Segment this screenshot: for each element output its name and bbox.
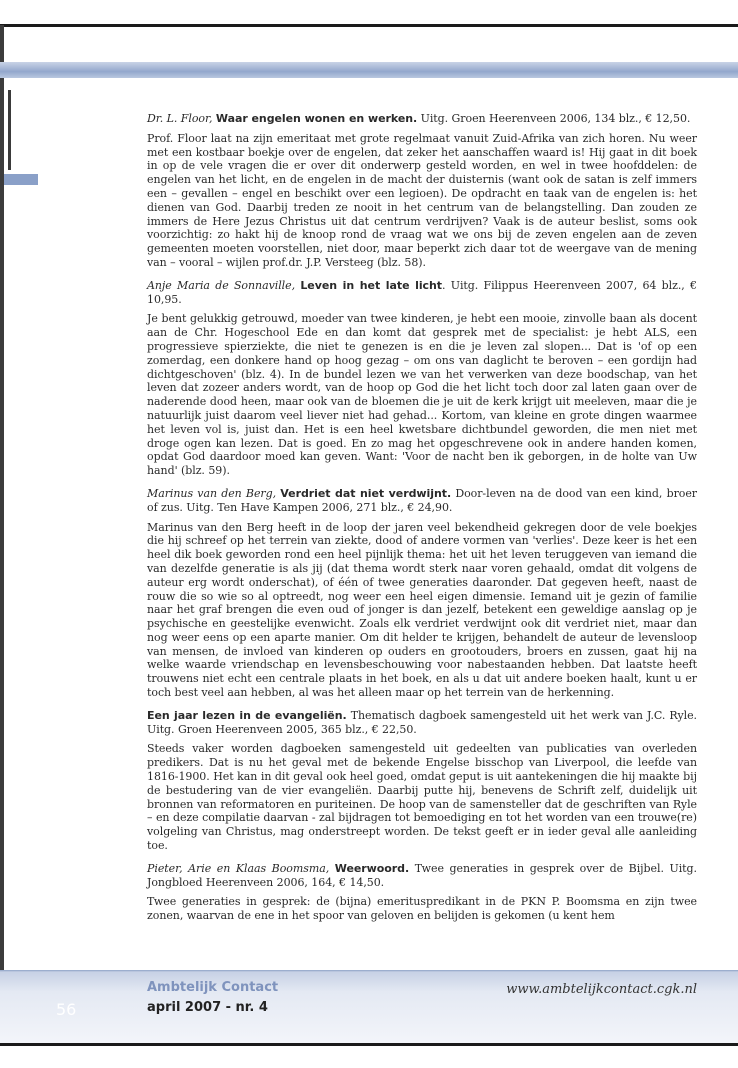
review-body: Je bent gelukkig getrouwd, moeder van twee kinderen, je hebt een mooie, zinvolle baan als docent aan de Chr. Hogeschool Ede en dan komt dat gesprek met de specialist: je hebt ALS, een progressieve spierziekte, die niet te genezen is en die je leven zal slopen... Dat is 'of op een zomerdag, een donkere hand op hoog gezag – om ons van daglicht te beroven – een gordijn had dichtgeschoven' (blz. 4). In de bundel lezen we van het verwerken van deze boodschap, van het leven dat zozeer anders wordt, van de hoop op God die het licht toch door zal laten gaan over de naderende dood heen, maar ook van de bloemen die je uit de kerk krijgt uit meeleven, maar die je natuurlijk juist daarom veel liever niet had gehad... Kortom, van kleine en grote dingen waarmee het leven vol is, juist dan. Het is een heel kwetsbare dichtbundel geworden, die men niet met droge ogen kan lezen. Dat is goed. En zo mag het opgeschrevene ook in andere handen komen, opdat God daardoor moed kan geven. Want: 'Voor de nacht ben ik geborgen, in de holte van Uw hand' (blz. 59). [147,312,697,478]
review-author: Pieter, Arie en Klaas Boomsma, [147,861,330,875]
review-body: Prof. Floor laat na zijn emeritaat met grote regelmaat vanuit Zuid-Afrika van zich horen. Nu weer met een kostbaar boekje over de engelen, dat zeker het aanschaffen waard is! Hij gaat in dit boek in op de vele vragen die er over dit onderwerp gesteld worden, en wel in twee hoofddelen: de engelen van het licht, en de engelen in de macht der duisternis (want ook de satan is zelf immers een – gevallen – engel en beschikt over een legioen). De opdracht en taak van de engelen is: het dienen van God. Daarbij treden ze nooit in het centrum van de belangstelling. Dan zouden ze immers de Here Jezus Christus uit dat centrum verdrijven? Vaak is de auteur beslist, soms ook voorzichtig: zo hakt hij de knoop rond de vraag wat we ons bij de zeven engelen aan de zeven gemeenten moeten voorstellen, niet door, maar beperkt zich daar tot de weergave van de mening van – vooral – wijlen prof.dr. J.P. Versteeg (blz. 58). [147,131,697,269]
footer-magazine-title: Ambtelijk Contact [147,980,279,995]
review-author: Anje Maria de Sonnaville, [147,278,296,292]
review-boomsma [147,862,697,923]
review-title: Waar engelen wonen en werken. [215,112,418,125]
review-body: Steeds vaker worden dagboeken samengesteld uit gedeelten van publicaties van overleden predikers. Dat is nu het geval met de bekende Engelse bisschop van Liverpool, die leefde van 1816-1900. Het kan in dit geval ook heel goed, omdat geput is uit aantekeningen die hij maakte bij de bestudering van de vier evangeliën. Daarbij putte hij, benevens de Schrift zelf, duidelijk uit bronnen van reformatoren en puriteinen. De hoop van de samensteller dat de geschriften van Ryle – en deze compilatie daarvan - zal bijdragen tot bemoediging en tot het worden van een trouwe(re) volgeling van Christus, mag onderstreept worden. De tekst geeft er in ieder geval alle aanleiding toe. [147,742,697,853]
footer-issue: april 2007 - nr. 4 [147,1000,268,1015]
review-body: Marinus van den Berg heeft in de loop der jaren veel bekendheid gekregen door de vele boekjes die hij schreef op het terrein van ziekte, dood of andere vormen van 'verlies'. Deze keer is het een heel dik boek geworden rond een heel pijnlijk thema: het uit het leven teruggeven van iemand die van dezelfde generatie is als jij (dat thema wordt sterk naar voren gehaald, omdat dit volgens de auteur erg wordt onderschat), of één of twee generaties daaronder. Dat gegeven heeft, naast de rouw die so wie so al optreedt, nog weer een heel eigen dimensie. Iemand uit je gezin of familie naar het graf brengen die even oud of jonger is dan jezelf, betekent een geweldige aanslag op je psychische en geestelijke evenwicht. Zoals elk verdriet verdwijnt ook dit verdriet niet, maar dan nog weer eens op een aparte manier. Om dit helder te krijgen, behandelt de auteur de levensloop van mensen, de invloed van kinderen op ouders en grootouders, broers en zussen, gaat hij na welke waarde vriendschap en levensbeschouwing voor nabestaanden hebben. Dat laatste heeft trouwens niet echt een centrale plaats in het boek, en als u dat uit andere boeken haalt, kunt u er toch best veel aan hebben, al was het alleen maar op het terrein van de herkenning. [147,520,697,700]
review-sonnaville [147,279,697,478]
review-author: Marinus van den Berg, [147,486,277,500]
review-citation [147,862,697,890]
page-body [147,112,697,932]
review-title: Weerwoord. [334,861,410,875]
review-details: Door-leven na de dood van een kind, broer of zus. Uitg. Ten Have Kampen 2006, 271 blz., € 24,90. [147,486,698,514]
review-citation [147,279,697,307]
left-margin-tab [4,174,38,185]
review-title: Verdriet dat niet verdwijnt. [280,486,452,500]
bottom-rule [0,1043,738,1046]
top-rule [0,24,738,27]
header-band [0,62,738,78]
review-author: Dr. L. Floor, [147,112,213,125]
review-title: Een jaar lezen in de evangeliën. [147,708,347,722]
footer-url[interactable]: www.ambtelijkcontact.cgk.nl [506,982,697,997]
review-details: Uitg. Groen Heerenveen 2006, 134 blz., € 12,50. [420,112,691,125]
review-citation [147,487,697,515]
review-details: . Uitg. Filippus Heerenveen 2007, 64 blz., € 10,95. [147,278,697,306]
review-body: Twee generaties in gesprek: de (bijna) emerituspredikant in de PKN P. Boomsma en zijn twee zonen, waarvan de ene in het spoor van geloven en belijden is gekomen (u kent hem [147,895,697,923]
review-ryle [147,709,697,853]
footer-band [0,970,738,1043]
review-citation [147,112,697,126]
left-margin-bar [8,90,11,170]
review-title: Leven in het late licht [300,278,442,292]
review-floor [147,112,697,270]
review-details: Twee generaties in gesprek over de Bijbel. Uitg. Jongbloed Heerenveen 2006, 164, € 14,50. [147,861,697,889]
review-citation [147,709,697,737]
page-number: 56 [56,1000,77,1019]
review-van-den-berg [147,487,697,700]
review-details: Thematisch dagboek samengesteld uit het werk van J.C. Ryle. Uitg. Groen Heerenveen 2005, 365 blz., € 22,50. [147,708,697,736]
